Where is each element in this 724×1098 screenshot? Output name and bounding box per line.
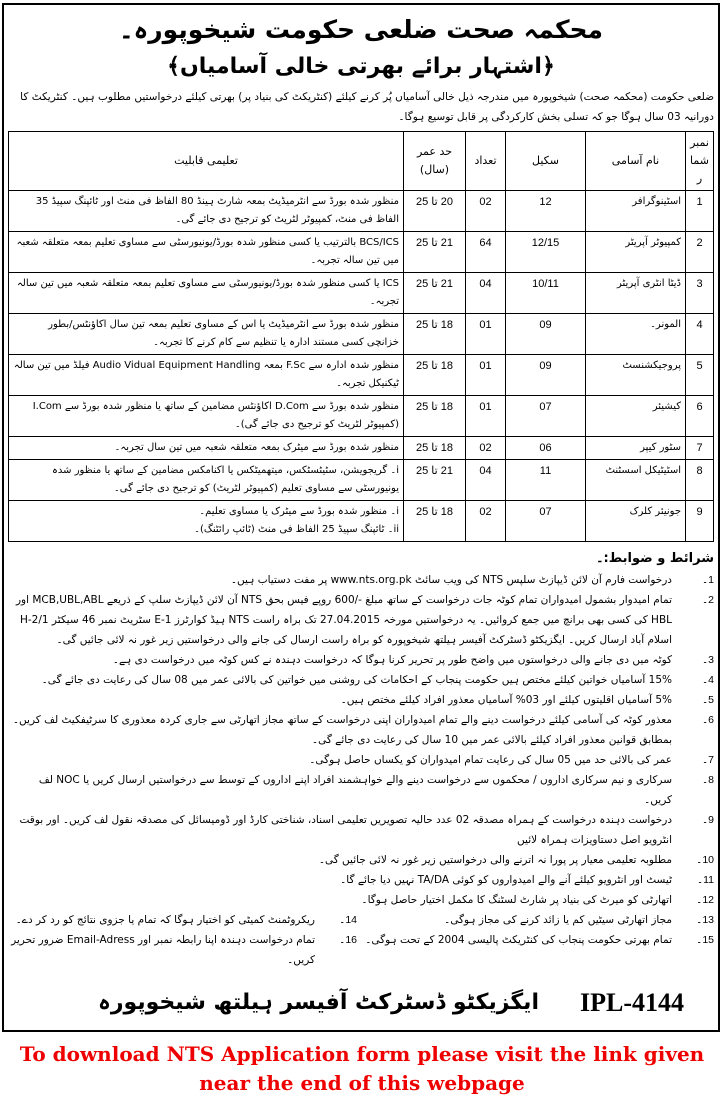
qualification-cell bbox=[9, 460, 404, 501]
age-limit-cell-text: 21 تا 25 bbox=[415, 278, 454, 290]
term-item bbox=[8, 890, 714, 910]
signature-issuer: ایگزیکٹو ڈسٹرکٹ آفیسر ہیلتھ شیخوپورہ bbox=[98, 990, 539, 1015]
terms-list bbox=[8, 570, 714, 970]
age-limit-cell bbox=[404, 396, 466, 437]
qualification-cell-text: منظور شدہ ادارہ سے F.Sc بمعہ Audio Vidual Equipment Handling فیلڈ میں تین سالہ ٹیکنیکل تجربہ۔ bbox=[13, 360, 399, 389]
serial-cell bbox=[686, 232, 714, 273]
term-item bbox=[8, 930, 357, 970]
post-name-cell-text: المونر۔ bbox=[650, 319, 681, 330]
serial-cell-text: 1 bbox=[696, 196, 703, 208]
qualification-cell-text: i۔ گریجویشن، سٹیٹسٹکس، میتھمیٹکس یا اکنامکس مضامین کے ساتھ یا منظور شدہ یونیورسٹی سے مساوی تعلیم (کمپیوٹر لٹریٹ) کو ترجیح دی جائے گی۔ bbox=[52, 465, 399, 494]
age-limit-cell-text: 21 تا 25 bbox=[415, 237, 454, 249]
table-row bbox=[9, 501, 714, 542]
header-qualification: تعلیمی قابلیت bbox=[9, 132, 404, 191]
qualification-cell-text: منظور شدہ بورڈ سے میٹرک بمعہ متعلقہ شعبہ میں تین سال تجربہ۔ bbox=[114, 442, 399, 453]
qualification-cell bbox=[9, 273, 404, 314]
term-pair-row bbox=[8, 910, 714, 930]
post-name-cell bbox=[586, 232, 686, 273]
advertisement-frame bbox=[2, 3, 720, 1032]
count-cell bbox=[466, 501, 506, 542]
term-number: 14۔ bbox=[339, 914, 357, 926]
term-text: 15% آسامیاں خواتین کیلئے مختص ہیں حکومت پنجاب کے احکامات کی روشنی میں خواتین کی بالائی عمر میں 08 سال کی رعایت دی جائے گی۔ bbox=[41, 674, 672, 686]
scale-cell-text: 09 bbox=[539, 360, 552, 372]
serial-cell-text: 8 bbox=[696, 465, 703, 477]
count-cell-text: 01 bbox=[479, 319, 492, 331]
serial-cell bbox=[686, 460, 714, 501]
term-text: عمر کی بالائی حد میں 05 سال کی رعایت تمام امیدواران کو یکساں حاصل ہوگی۔ bbox=[309, 754, 672, 766]
serial-cell bbox=[686, 191, 714, 232]
term-item bbox=[8, 590, 714, 650]
term-text: ریکروٹمنٹ کمیٹی کو اختیار ہوگا کہ تمام یا جزوی نتائج کو رد کر دے۔ bbox=[15, 914, 315, 926]
age-limit-cell bbox=[404, 232, 466, 273]
post-name-cell bbox=[586, 273, 686, 314]
post-name-cell bbox=[586, 314, 686, 355]
post-name-cell-text: پروجیکشنسٹ bbox=[622, 360, 681, 371]
table-row bbox=[9, 273, 714, 314]
count-cell bbox=[466, 191, 506, 232]
table-row bbox=[9, 396, 714, 437]
scale-cell bbox=[506, 314, 586, 355]
qualification-cell-text: ICS یا کسی منظور شدہ بورڈ/یونیورسٹی سے مساوی تعلیم بمعہ متعلقہ شعبہ میں تین سالہ تجربہ۔ bbox=[16, 278, 399, 307]
term-item bbox=[8, 870, 714, 890]
post-name-cell bbox=[586, 191, 686, 232]
count-cell bbox=[466, 460, 506, 501]
qualification-cell-text: i۔ منظور شدہ بورڈ سے میٹرک یا مساوی تعلیم۔ bbox=[199, 506, 399, 517]
age-limit-cell bbox=[404, 437, 466, 460]
scale-cell bbox=[506, 273, 586, 314]
header-post: نام آسامی bbox=[586, 132, 686, 191]
vacancies-table bbox=[8, 131, 714, 542]
post-name-cell bbox=[586, 355, 686, 396]
term-number: 7۔ bbox=[702, 754, 714, 766]
qualification-cell-text: BCS/ICS بالترتیب یا کسی منظور شدہ بورڈ/یونیورسٹی سے مساوی تعلیم بمعہ متعلقہ شعبہ میں تین سالہ تجربہ۔ bbox=[16, 237, 399, 266]
scale-cell-text: 06 bbox=[539, 442, 552, 454]
term-pair-row bbox=[8, 930, 714, 970]
count-cell-text: 01 bbox=[479, 360, 492, 372]
scale-cell bbox=[506, 355, 586, 396]
qualification-cell bbox=[9, 314, 404, 355]
count-cell bbox=[466, 232, 506, 273]
scale-cell bbox=[506, 191, 586, 232]
scale-cell-text: 12 bbox=[539, 196, 552, 208]
qualification-cell bbox=[9, 437, 404, 460]
post-name-cell-text: کیشیئر bbox=[652, 401, 681, 412]
term-number: 15۔ bbox=[696, 934, 714, 946]
count-cell-text: 02 bbox=[479, 442, 492, 454]
scale-cell bbox=[506, 501, 586, 542]
table-row bbox=[9, 460, 714, 501]
term-number: 16۔ bbox=[339, 934, 357, 946]
intro-paragraph: ضلعی حکومت (محکمہ صحت) شیخوپورہ میں مندرجہ ذیل خالی آسامیاں پُر کرنے کیلئے (کنٹریکٹ کی بنیاد پر) بھرتی کیلئے درخواستیں مطلوب ہیں۔ کنٹریکٹ کا دورانیہ 03 سال ہوگا جو کہ تسلی بخش کارکردگی پر قابل توسیع ہوگا۔ bbox=[20, 91, 714, 123]
term-text: تمام بھرتی حکومت پنجاب کی کنٹریکٹ پالیسی 2004 کے تحت ہوگی۔ bbox=[365, 934, 672, 946]
post-name-cell bbox=[586, 396, 686, 437]
qualification-cell bbox=[9, 396, 404, 437]
scale-cell-text: 07 bbox=[539, 506, 552, 518]
header-count: تعداد bbox=[466, 132, 506, 191]
table-row bbox=[9, 437, 714, 460]
term-item bbox=[8, 650, 714, 670]
term-text: سرکاری و نیم سرکاری اداروں / محکموں سے درخواست دینے والے خواہشمند افراد اپنے اداروں کے توسط سے درخواستیں ارسال کریں یا NOC لف کریں۔ bbox=[38, 774, 672, 806]
post-name-cell-text: اسٹینوگرافر bbox=[632, 196, 681, 207]
term-number: 2۔ bbox=[702, 594, 714, 606]
scale-cell bbox=[506, 232, 586, 273]
term-number: 13۔ bbox=[696, 914, 714, 926]
scale-cell-text: 12/15 bbox=[531, 237, 560, 249]
term-text: درخواست فارم آن لائن ڈیپازٹ سلپس NTS کی ویب سائٹ www.nts.org.pk پر مفت دستیاب ہیں۔ bbox=[230, 574, 672, 586]
term-text: مطلوبہ تعلیمی معیار پر پورا نہ اترنے والی درخواستیں زیر غور نہ لائی جائیں گی۔ bbox=[318, 854, 672, 866]
scale-cell-text: 11 bbox=[539, 465, 552, 477]
age-limit-cell bbox=[404, 501, 466, 542]
term-text: اتھارٹی کو میرٹ کی بنیاد پر شارٹ لسٹنگ کا مکمل اختیار حاصل ہوگا۔ bbox=[361, 894, 672, 906]
header-scale: سکیل bbox=[506, 132, 586, 191]
serial-cell-text: 3 bbox=[696, 278, 703, 290]
scale-cell-text: 09 bbox=[539, 319, 552, 331]
reference-number: IPL-4144 bbox=[580, 988, 684, 1017]
post-name-cell-text: کمپیوٹر آپریٹر bbox=[625, 237, 681, 248]
serial-cell-text: 7 bbox=[696, 442, 703, 454]
term-item bbox=[8, 850, 714, 870]
post-name-cell bbox=[586, 501, 686, 542]
age-limit-cell-text: 20 تا 25 bbox=[415, 196, 454, 208]
scale-cell bbox=[506, 437, 586, 460]
header-serial: نمبر شمار bbox=[686, 132, 714, 191]
term-item bbox=[8, 770, 714, 810]
table-row bbox=[9, 191, 714, 232]
age-limit-cell bbox=[404, 460, 466, 501]
serial-cell-text: 9 bbox=[696, 506, 703, 518]
age-limit-cell bbox=[404, 355, 466, 396]
table-row bbox=[9, 232, 714, 273]
qualification-cell-text: منظور شدہ بورڈ سے انٹرمیڈیٹ یا اس کے مساوی تعلیم بمعہ تین سال اکاؤنٹس/بطور خزانچی کسی مستند ادارہ یا تنظیم سے کام کرنے کا تجربہ۔ bbox=[48, 319, 399, 348]
post-name-cell-text: سٹور کیپر bbox=[640, 442, 681, 453]
serial-cell-text: 6 bbox=[696, 401, 703, 413]
table-row bbox=[9, 314, 714, 355]
term-number: 4۔ bbox=[702, 674, 714, 686]
count-cell bbox=[466, 437, 506, 460]
term-item bbox=[8, 750, 714, 770]
qualification-cell bbox=[9, 232, 404, 273]
age-limit-cell-text: 18 تا 25 bbox=[415, 319, 454, 331]
term-item bbox=[8, 710, 714, 750]
post-name-cell bbox=[586, 460, 686, 501]
terms-heading: شرائط و ضوابط:۔ bbox=[595, 551, 714, 566]
post-name-cell-text: اسٹیٹیکل اسسٹنٹ bbox=[605, 465, 681, 476]
term-text: معذور کوٹہ کی آسامی کیلئے درخواست دینے والے تمام امیدواران اپنی درخواست کے ساتھ مجاز اتھارٹی سے جاری کردہ معذوری کا سرٹیفکیٹ لف کریں۔ بمطابق قوانین معذور افراد کیلئے بالائی عمر میں 10 سال کی رعایت دی جائے گی۔ bbox=[12, 714, 672, 746]
serial-cell bbox=[686, 273, 714, 314]
count-cell-text: 01 bbox=[479, 401, 492, 413]
count-cell bbox=[466, 396, 506, 437]
term-number: 10۔ bbox=[696, 854, 714, 866]
count-cell-text: 04 bbox=[479, 465, 492, 477]
age-limit-cell-text: 18 تا 25 bbox=[415, 360, 454, 372]
term-number: 11۔ bbox=[696, 874, 714, 886]
term-number: 5۔ bbox=[702, 694, 714, 706]
term-text: مجاز اتھارٹی سیٹیں کم یا زائد کرنے کی مجاز ہوگی۔ bbox=[444, 914, 672, 926]
term-text: کوٹہ میں دی جانے والی درخواستوں میں واضح طور پر تحریر کرنا ہوگا کہ درخواست دہندہ نے کس کوٹہ میں درخواست دی ہے۔ bbox=[112, 654, 672, 666]
table-row bbox=[9, 355, 714, 396]
count-cell-text: 02 bbox=[479, 506, 492, 518]
term-text: ٹیسٹ اور انٹرویو کیلئے آنے والے امیدواروں کو کوئی TA/DA نہیں دیا جائے گا۔ bbox=[340, 874, 672, 886]
term-text: 5% آسامیاں اقلیتوں کیلئے اور 03% آسامیاں معذور افراد کیلئے مختص ہیں۔ bbox=[340, 694, 672, 706]
download-note bbox=[0, 1040, 724, 1098]
term-number: 9۔ bbox=[702, 814, 714, 826]
ad-subtitle: ﴿اشتہار برائے بھرتی خالی آسامیاں﴾ bbox=[167, 54, 555, 79]
age-limit-cell-text: 21 تا 25 bbox=[415, 465, 454, 477]
header-age: حد عمر (سال) bbox=[404, 132, 466, 191]
serial-cell-text: 5 bbox=[696, 360, 703, 372]
count-cell-text: 02 bbox=[479, 196, 492, 208]
qualification-cell bbox=[9, 501, 404, 542]
post-name-cell-text: ڈیٹا انٹری آپریٹر bbox=[617, 278, 681, 289]
term-number: 3۔ bbox=[702, 654, 714, 666]
serial-cell bbox=[686, 314, 714, 355]
scale-cell-text: 07 bbox=[539, 401, 552, 413]
download-note-line2: near the end of this webpage bbox=[199, 1071, 525, 1095]
age-limit-cell bbox=[404, 191, 466, 232]
qualification-cell bbox=[9, 191, 404, 232]
count-cell-text: 04 bbox=[479, 278, 492, 290]
serial-cell bbox=[686, 501, 714, 542]
serial-cell bbox=[686, 396, 714, 437]
term-text: تمام درخواست دہندہ اپنا رابطہ نمبر اور Email-Adress ضرور تحریر کریں۔ bbox=[11, 934, 315, 966]
qualification-cell-text: منظور شدہ بورڈ سے D.Com اکاؤنٹس مضامین کے ساتھ یا منظور شدہ بورڈ سے I.Com (کمپیوٹر لٹریٹ کو ترجیح دی جائے گی)۔ bbox=[32, 401, 399, 430]
age-limit-cell bbox=[404, 314, 466, 355]
term-item bbox=[8, 570, 714, 590]
serial-cell-text: 4 bbox=[696, 319, 703, 331]
age-limit-cell-text: 18 تا 25 bbox=[415, 506, 454, 518]
scale-cell bbox=[506, 460, 586, 501]
post-name-cell bbox=[586, 437, 686, 460]
term-number: 6۔ bbox=[702, 714, 714, 726]
count-cell-text: 64 bbox=[479, 237, 492, 249]
term-text: تمام امیدوار بشمول امیدواران تمام کوٹہ جات درخواست کے ساتھ مبلغ -/600 روپے فیس بحق NTS آن لائن ڈیپازٹ سلپ کے ذریعے MCB,UBL,ABL اور HBL کی کسی بھی برانچ میں جمع کروائیں۔ یہ درخواستیں مورخہ 27.04.2015 تک براہ راست NTS ہیڈ کوارٹرز E-1 سٹریٹ نمبر 46 سیکٹر H-2/1 اسلام آباد ارسال کریں۔ ایگزیکٹو ڈسٹرکٹ آفیسر ہیلتھ شیخوپورہ کو براہ راست ارسال کی جانے والی درخواستیں زیر غور نہ لائی جائیں گی۔ bbox=[15, 594, 672, 646]
qualification-cell-text: منظور شدہ بورڈ سے انٹرمیڈیٹ بمعہ شارٹ ہینڈ 80 الفاظ فی منٹ اور ٹائپنگ سپیڈ 35 الفاظ فی منٹ، کمپیوٹر لٹریٹ کو ترجیح دی جائے گی۔ bbox=[35, 196, 399, 225]
post-name-cell-text: جونیئر کلرک bbox=[629, 506, 681, 517]
download-note-line1: To download NTS Application form please visit the link given bbox=[19, 1042, 705, 1066]
age-limit-cell-text: 18 تا 25 bbox=[415, 442, 454, 454]
scale-cell-text: 10/11 bbox=[532, 278, 559, 290]
footer-row bbox=[8, 986, 714, 1020]
term-item bbox=[8, 810, 714, 850]
term-item bbox=[8, 690, 714, 710]
qualification-line-2: ii۔ ٹائپنگ سپیڈ 25 الفاظ فی منٹ (ٹائپ رائٹنگ)۔ bbox=[194, 524, 399, 535]
serial-cell bbox=[686, 355, 714, 396]
term-item bbox=[8, 910, 357, 930]
term-item bbox=[365, 910, 714, 930]
count-cell bbox=[466, 314, 506, 355]
serial-cell-text: 2 bbox=[696, 237, 703, 249]
term-number: 1۔ bbox=[702, 574, 714, 586]
scale-cell bbox=[506, 396, 586, 437]
term-item bbox=[8, 670, 714, 690]
count-cell bbox=[466, 273, 506, 314]
term-text: درخواست دہندہ درخواست کے ہمراہ مصدقہ 02 عدد حالیہ تصویریں تعلیمی اسناد، شناختی کارڈ اور ڈومیسائل کی مصدقہ نقول لف کریں۔ اور بوقت انٹرویو اصل دستاویزات ہمراہ لائیں bbox=[19, 814, 672, 846]
department-title: محکمہ صحت ضلعی حکومت شیخوپورہ۔ bbox=[118, 15, 604, 44]
age-limit-cell bbox=[404, 273, 466, 314]
term-number: 8۔ bbox=[702, 774, 714, 786]
serial-cell bbox=[686, 437, 714, 460]
age-limit-cell-text: 18 تا 25 bbox=[415, 401, 454, 413]
qualification-cell bbox=[9, 355, 404, 396]
term-number: 12۔ bbox=[696, 894, 714, 906]
table-header-row bbox=[9, 132, 714, 191]
term-item bbox=[365, 930, 714, 970]
count-cell bbox=[466, 355, 506, 396]
